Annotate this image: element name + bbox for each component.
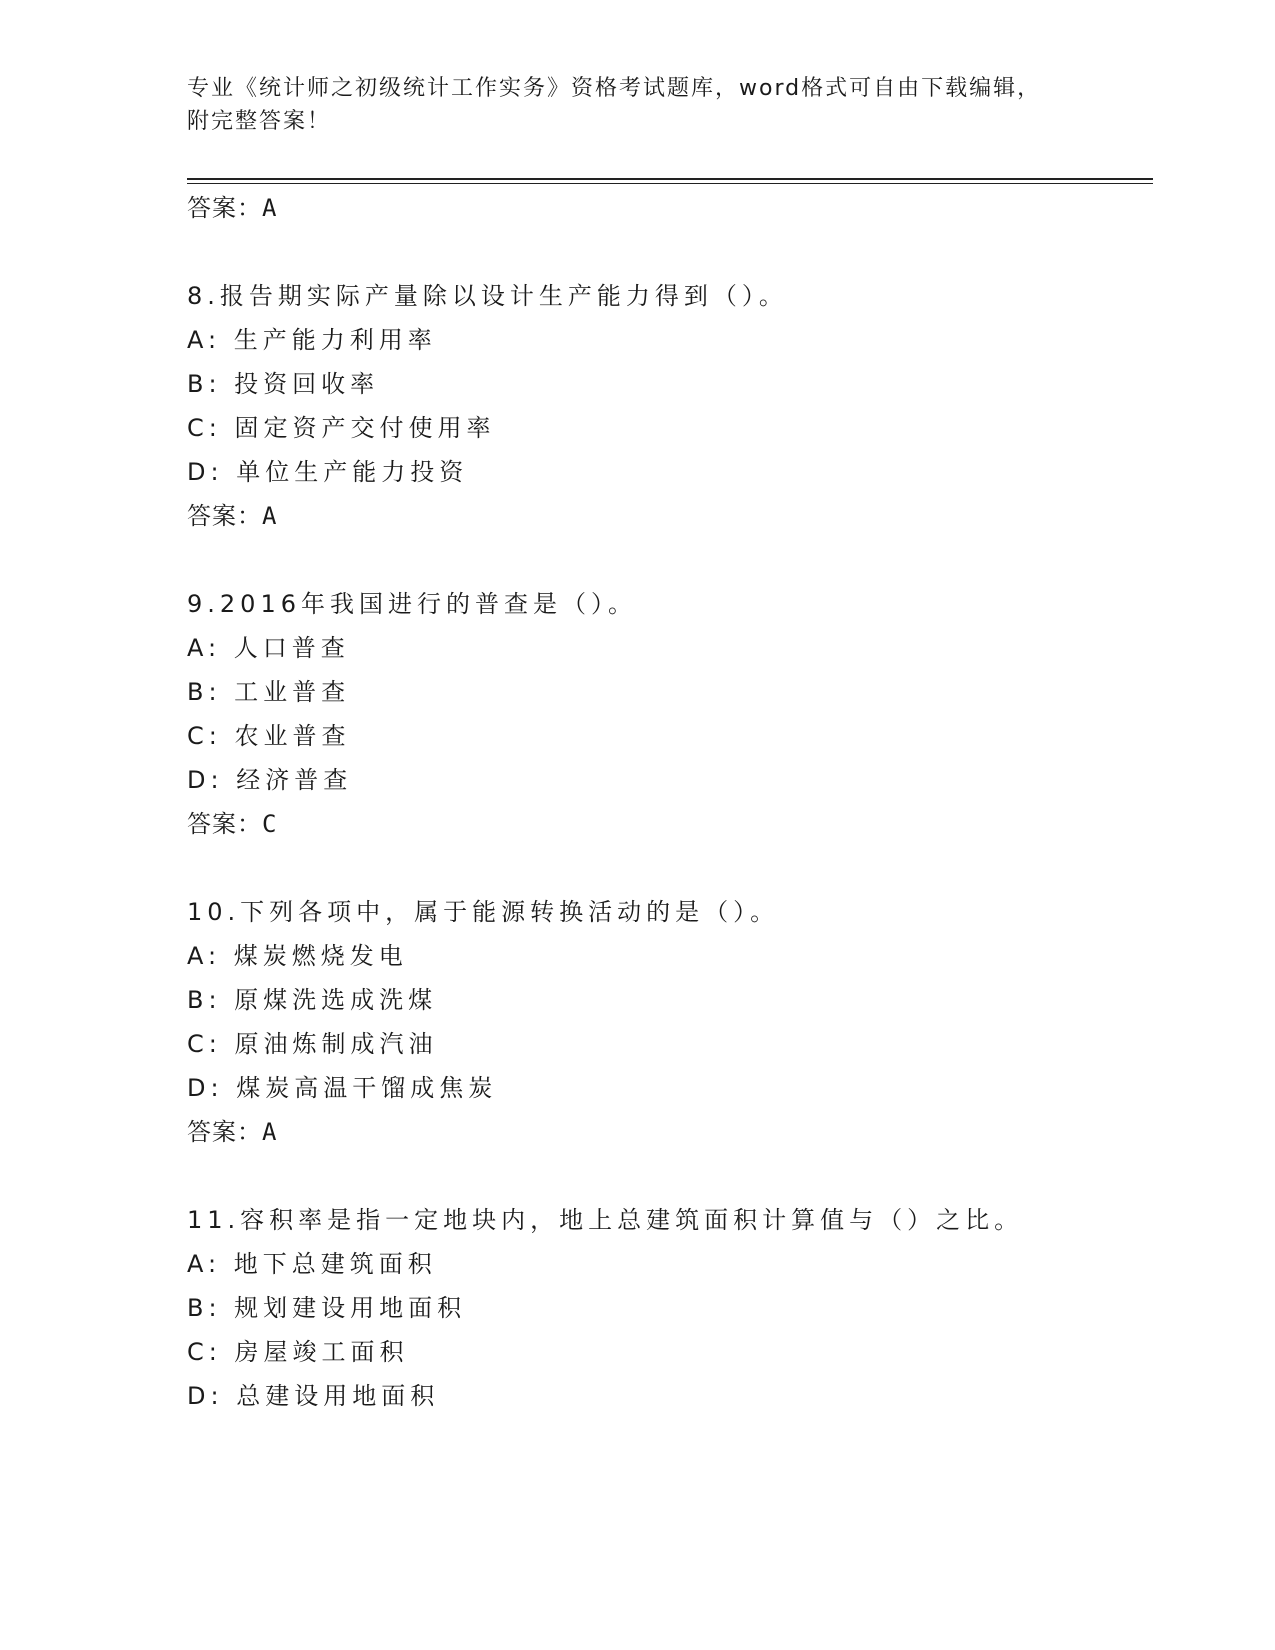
question-9-option-a: A: 人口普查 — [187, 634, 350, 662]
question-9-answer: 答案：C — [187, 810, 278, 838]
question-10: 10.下列各项中，属于能源转换活动的是（）。 — [187, 898, 780, 926]
question-8-answer: 答案：A — [187, 502, 278, 530]
question-10-option-a: A: 煤炭燃烧发电 — [187, 942, 408, 970]
answer-prev: 答案：A — [187, 194, 278, 222]
question-10-option-d: D: 煤炭高温干馏成焦炭 — [187, 1074, 498, 1102]
question-11: 11.容积率是指一定地块内，地上总建筑面积计算值与（）之比。 — [187, 1206, 1024, 1234]
question-10-option-c: C: 原油炼制成汽油 — [187, 1030, 438, 1058]
question-11-option-b: B: 规划建设用地面积 — [187, 1294, 467, 1322]
question-11-option-a: A: 地下总建筑面积 — [187, 1250, 437, 1278]
question-11-option-d: D: 总建设用地面积 — [187, 1382, 440, 1410]
question-8: 8.报告期实际产量除以设计生产能力得到（）。 — [187, 282, 788, 310]
header-line-2: 附完整答案！ — [187, 109, 332, 134]
question-9: 9.2016年我国进行的普查是（）。 — [187, 590, 637, 618]
header-line-1: 专业《统计师之初级统计工作实务》资格考试题库，word格式可自由下载编辑， — [187, 76, 1042, 101]
question-10-option-b: B: 原煤洗选成洗煤 — [187, 986, 438, 1014]
question-8-option-b: B: 投资回收率 — [187, 370, 380, 398]
question-10-answer: 答案：A — [187, 1118, 278, 1146]
question-8-option-c: C: 固定资产交付使用率 — [187, 414, 496, 442]
question-8-option-a: A: 生产能力利用率 — [187, 326, 437, 354]
document-header — [187, 72, 1067, 138]
question-11-option-c: C: 房屋竣工面积 — [187, 1338, 409, 1366]
question-9-option-b: B: 工业普查 — [187, 678, 351, 706]
question-8-option-d: D: 单位生产能力投资 — [187, 458, 469, 486]
header-divider — [187, 178, 1153, 184]
question-9-option-c: C: 农业普查 — [187, 722, 351, 750]
question-9-option-d: D: 经济普查 — [187, 766, 353, 794]
